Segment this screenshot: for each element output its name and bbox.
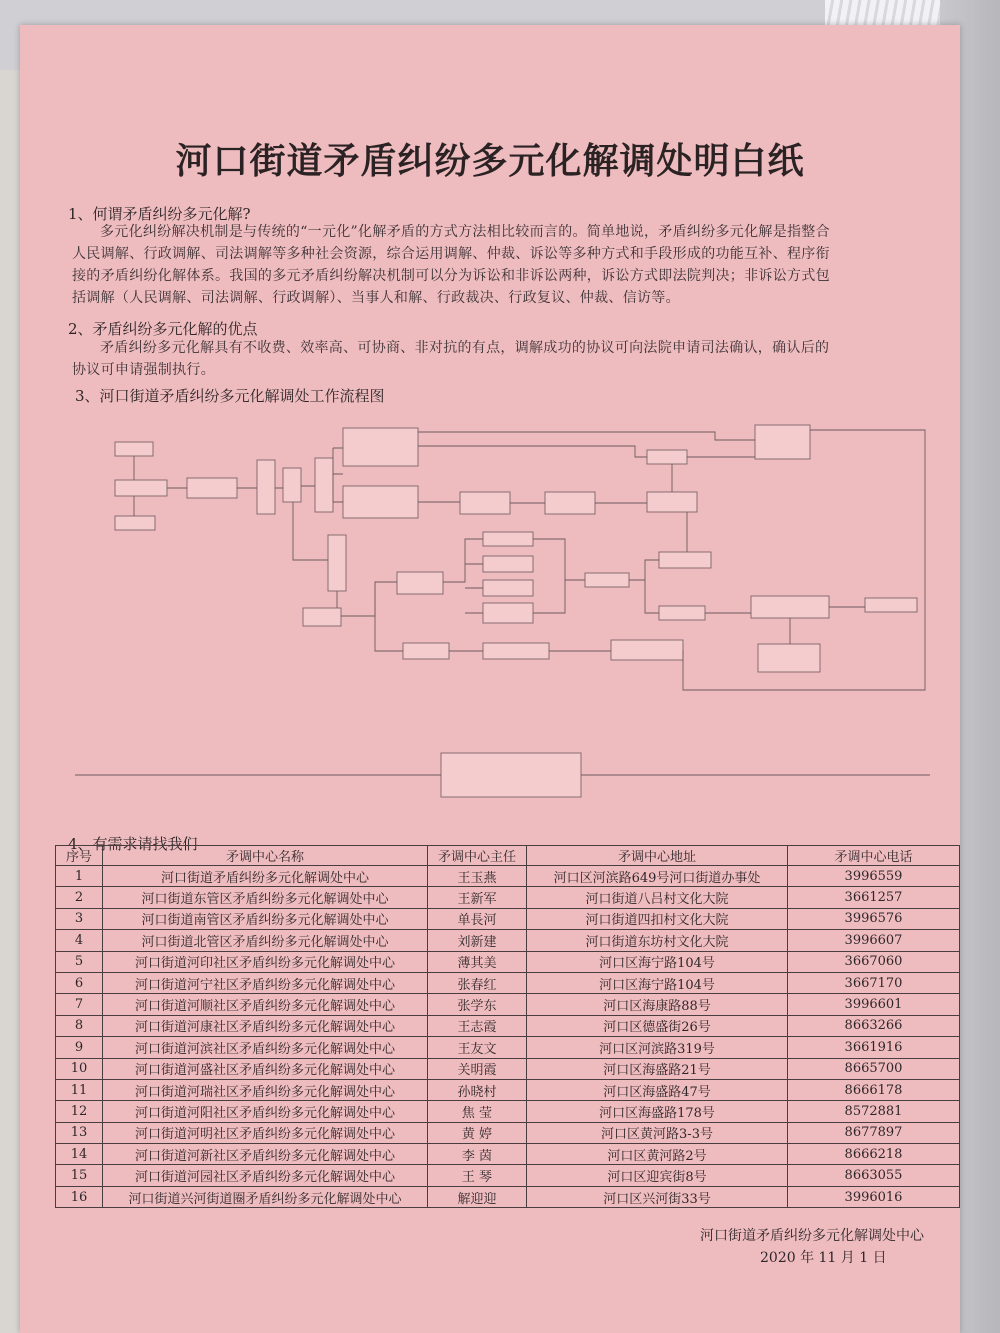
cell-index: 6 xyxy=(56,972,103,993)
section-1-line-1: 多元化纠纷解决机制是与传统的“一元化”化解矛盾的方式方法相比较而言的。简单地说，矛盾纠纷多元化解是指整合 xyxy=(100,224,830,240)
cell-index: 13 xyxy=(56,1122,103,1143)
cell-index: 9 xyxy=(56,1037,103,1058)
table-row xyxy=(56,1101,960,1122)
cell-address: 河口区迎宾街8号 xyxy=(527,1165,788,1186)
flow-box xyxy=(865,598,917,612)
flow-box xyxy=(460,492,510,514)
flow-box xyxy=(187,478,237,498)
table-row xyxy=(56,866,960,887)
table-row xyxy=(56,1037,960,1058)
flow-box xyxy=(659,606,705,620)
cell-phone: 3667060 xyxy=(788,951,960,972)
flow-connector xyxy=(629,560,865,644)
col-header-director: 矛调中心主任 xyxy=(428,846,527,866)
flow-box xyxy=(611,640,683,660)
flow-box xyxy=(283,468,301,502)
table-row xyxy=(56,1015,960,1036)
signature-date: 2020 年 11 月 1 日 xyxy=(760,1250,887,1266)
table-header-row xyxy=(56,846,960,866)
flow-box xyxy=(343,486,418,518)
cell-index: 16 xyxy=(56,1186,103,1207)
section-2-line-2: 协议可申请强制执行。 xyxy=(72,362,215,378)
cell-phone: 3661916 xyxy=(788,1037,960,1058)
cell-address: 河口区海盛路178号 xyxy=(527,1101,788,1122)
cell-name: 河口街道河印社区矛盾纠纷多元化解调处中心 xyxy=(103,951,428,972)
table-row xyxy=(56,972,960,993)
cell-index: 12 xyxy=(56,1101,103,1122)
flow-box xyxy=(397,572,443,594)
cell-address: 河口街道四扣村文化大院 xyxy=(527,908,788,929)
flow-box xyxy=(115,442,153,456)
cell-phone: 8663055 xyxy=(788,1165,960,1186)
cell-director: 解迎迎 xyxy=(428,1186,527,1207)
cell-index: 10 xyxy=(56,1058,103,1079)
flow-box xyxy=(483,580,533,596)
section-1-line-4: 括调解（人民调解、司法调解、行政调解）、当事人和解、行政裁决、行政复议、仲裁、信访等。 xyxy=(72,290,680,306)
flow-box xyxy=(758,644,820,672)
flow-box xyxy=(328,535,346,591)
cell-director: 黄 婷 xyxy=(428,1122,527,1143)
flow-box xyxy=(115,480,167,496)
table-row xyxy=(56,951,960,972)
cell-name: 河口街道南管区矛盾纠纷多元化解调处中心 xyxy=(103,908,428,929)
cell-name: 河口街道矛盾纠纷多元化解调处中心 xyxy=(103,866,428,887)
cell-director: 王 琴 xyxy=(428,1165,527,1186)
cell-director: 王玉燕 xyxy=(428,866,527,887)
flow-box xyxy=(585,573,629,587)
workflow-diagram xyxy=(75,410,930,810)
table-row xyxy=(56,1122,960,1143)
flow-connector xyxy=(443,539,585,613)
cell-address: 河口区海宁路104号 xyxy=(527,951,788,972)
document-title: 河口街道矛盾纠纷多元化解调处明白纸 xyxy=(175,140,805,182)
cell-name: 河口街道河顺社区矛盾纠纷多元化解调处中心 xyxy=(103,994,428,1015)
cell-phone: 8665700 xyxy=(788,1058,960,1079)
col-header-index: 序号 xyxy=(56,846,103,866)
signature-org: 河口街道矛盾纠纷多元化解调处中心 xyxy=(700,1228,924,1244)
flow-box xyxy=(483,556,533,572)
flow-box xyxy=(483,532,533,546)
cell-phone: 3996559 xyxy=(788,866,960,887)
cell-address: 河口区黄河路3-3号 xyxy=(527,1122,788,1143)
flow-box xyxy=(647,450,687,464)
col-header-name: 矛调中心名称 xyxy=(103,846,428,866)
cell-director: 王友文 xyxy=(428,1037,527,1058)
cell-address: 河口区海盛路47号 xyxy=(527,1079,788,1100)
cell-director: 薄其美 xyxy=(428,951,527,972)
cell-address: 河口区德盛街26号 xyxy=(527,1015,788,1036)
cell-index: 11 xyxy=(56,1079,103,1100)
cell-name: 河口街道兴河街道圈矛盾纠纷多元化解调处中心 xyxy=(103,1186,428,1207)
flow-box xyxy=(545,492,595,514)
cell-index: 1 xyxy=(56,866,103,887)
flow-box xyxy=(441,753,581,797)
cell-name: 河口街道河康社区矛盾纠纷多元化解调处中心 xyxy=(103,1015,428,1036)
cell-director: 张春红 xyxy=(428,972,527,993)
cell-name: 河口街道东管区矛盾纠纷多元化解调处中心 xyxy=(103,887,428,908)
table-row xyxy=(56,930,960,951)
col-header-address: 矛调中心地址 xyxy=(527,846,788,866)
section-3-heading: 3、河口街道矛盾纠纷多元化解调处工作流程图 xyxy=(75,387,385,405)
flow-box xyxy=(483,643,549,659)
table-row xyxy=(56,1144,960,1165)
cell-director: 刘新建 xyxy=(428,930,527,951)
flow-box xyxy=(315,458,333,512)
cell-director: 孙晓村 xyxy=(428,1079,527,1100)
section-1-heading: 1、何谓矛盾纠纷多元化解? xyxy=(68,205,251,223)
section-1-line-2: 人民调解、行政调解、司法调解等多种社会资源，综合运用调解、仲裁、诉讼等多种方式和手段形成的功能互补、程序衔 xyxy=(72,246,830,262)
cell-phone: 8663266 xyxy=(788,1015,960,1036)
cell-phone: 3996601 xyxy=(788,994,960,1015)
cell-phone: 3996607 xyxy=(788,930,960,951)
cell-phone: 3661257 xyxy=(788,887,960,908)
cell-phone: 8666178 xyxy=(788,1079,960,1100)
table-row xyxy=(56,1186,960,1207)
section-4-heading: 4、有需求请找我们 xyxy=(68,835,198,853)
cell-director: 李 茵 xyxy=(428,1144,527,1165)
cell-address: 河口区黄河路2号 xyxy=(527,1144,788,1165)
flow-box xyxy=(751,596,829,618)
flow-box xyxy=(343,428,418,466)
cell-phone: 8666218 xyxy=(788,1144,960,1165)
workflow-diagram-svg xyxy=(75,410,930,810)
cell-phone: 3667170 xyxy=(788,972,960,993)
cell-address: 河口街道东坊村文化大院 xyxy=(527,930,788,951)
cell-index: 14 xyxy=(56,1144,103,1165)
cell-phone: 3996576 xyxy=(788,908,960,929)
cell-address: 河口区海盛路21号 xyxy=(527,1058,788,1079)
table-row xyxy=(56,1079,960,1100)
cell-phone: 8677897 xyxy=(788,1122,960,1143)
flow-box xyxy=(647,492,697,512)
section-2-line-1: 矛盾纠纷多元化解具有不收费、效率高、可协商、非对抗的有点，调解成功的协议可向法院申请司法确认，确认后的 xyxy=(100,340,830,356)
cell-name: 河口街道河瑞社区矛盾纠纷多元化解调处中心 xyxy=(103,1079,428,1100)
cell-index: 15 xyxy=(56,1165,103,1186)
cell-index: 3 xyxy=(56,908,103,929)
cell-name: 河口街道河明社区矛盾纠纷多元化解调处中心 xyxy=(103,1122,428,1143)
table-row xyxy=(56,1165,960,1186)
cell-index: 5 xyxy=(56,951,103,972)
col-header-phone: 矛调中心电话 xyxy=(788,846,960,866)
cell-phone: 8572881 xyxy=(788,1101,960,1122)
cell-address: 河口区兴河街33号 xyxy=(527,1186,788,1207)
cell-name: 河口街道北管区矛盾纠纷多元化解调处中心 xyxy=(103,930,428,951)
flow-box xyxy=(483,603,533,623)
cell-address: 河口区河滨路649号河口街道办事处 xyxy=(527,866,788,887)
cell-name: 河口街道河滨社区矛盾纠纷多元化解调处中心 xyxy=(103,1037,428,1058)
cell-director: 王志霞 xyxy=(428,1015,527,1036)
cell-director: 单長河 xyxy=(428,908,527,929)
cell-address: 河口区海康路88号 xyxy=(527,994,788,1015)
flow-box xyxy=(115,516,155,530)
flow-box xyxy=(403,643,449,659)
table-row xyxy=(56,887,960,908)
cell-name: 河口街道河园社区矛盾纠纷多元化解调处中心 xyxy=(103,1165,428,1186)
table-row xyxy=(56,1058,960,1079)
cell-address: 河口区河滨路319号 xyxy=(527,1037,788,1058)
cell-name: 河口街道河宁社区矛盾纠纷多元化解调处中心 xyxy=(103,972,428,993)
section-2-heading: 2、矛盾纠纷多元化解的优点 xyxy=(68,320,258,338)
flow-box xyxy=(257,460,275,514)
flow-boxes xyxy=(115,425,917,797)
cell-index: 4 xyxy=(56,930,103,951)
cell-director: 王新军 xyxy=(428,887,527,908)
cell-address: 河口区海宁路104号 xyxy=(527,972,788,993)
cell-director: 关明霞 xyxy=(428,1058,527,1079)
table-row xyxy=(56,908,960,929)
flow-box xyxy=(755,425,810,459)
cell-phone: 3996016 xyxy=(788,1186,960,1207)
contact-table xyxy=(55,845,960,1208)
cell-director: 张学东 xyxy=(428,994,527,1015)
cell-name: 河口街道河新社区矛盾纠纷多元化解调处中心 xyxy=(103,1144,428,1165)
cell-director: 焦 莹 xyxy=(428,1101,527,1122)
flow-box xyxy=(659,552,711,568)
cell-index: 7 xyxy=(56,994,103,1015)
cell-index: 8 xyxy=(56,1015,103,1036)
cell-name: 河口街道河阳社区矛盾纠纷多元化解调处中心 xyxy=(103,1101,428,1122)
table-row xyxy=(56,994,960,1015)
section-1-line-3: 接的矛盾纠纷化解体系。我国的多元矛盾纠纷解决机制可以分为诉讼和非诉讼两种，诉讼方式即法院判决；非诉讼方式包 xyxy=(72,268,830,284)
cell-address: 河口街道八吕村文化大院 xyxy=(527,887,788,908)
flow-box xyxy=(303,608,341,626)
cell-name: 河口街道河盛社区矛盾纠纷多元化解调处中心 xyxy=(103,1058,428,1079)
cell-index: 2 xyxy=(56,887,103,908)
